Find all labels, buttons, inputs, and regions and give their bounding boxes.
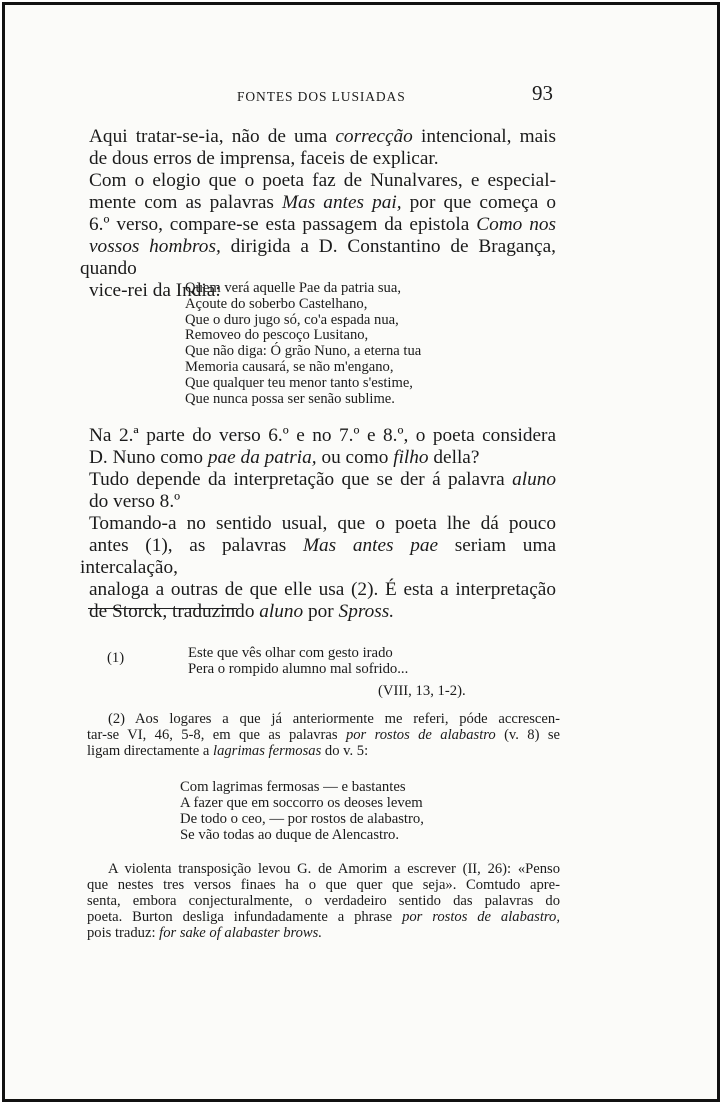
body-line: vice-rei da India: <box>89 280 221 301</box>
footnote-verse-line: Este que vês olhar com gesto irado <box>188 645 393 661</box>
body-line: vossos hombros, dirigida a D. Constantino de Bragança, quando <box>80 236 556 279</box>
footnote-1-reference: (VIII, 13, 1-2). <box>378 683 466 699</box>
footnote-1-marker: (1) <box>107 650 125 666</box>
poem-line: Removeo do pescoço Lusitano, <box>185 327 369 344</box>
footnote-separator <box>88 608 237 609</box>
body-line: Tudo depende da interpretação que se der á palavra aluno <box>89 469 556 490</box>
poem-line: Que nunca possa ser senão sublime. <box>185 390 395 407</box>
body-line: antes (1), as palavras Mas antes pae seriam uma intercalação, <box>80 535 556 578</box>
body-line: Com o elogio que o poeta faz de Nunalvares, e especial- <box>89 170 556 191</box>
running-title: FONTES DOS LUSIADAS <box>237 89 406 104</box>
footnote-line: A violenta transposição levou G. de Amorim a escrever (II, 26): «Penso <box>108 861 560 877</box>
footnote-line: pois traduz: for sake of alabaster brows. <box>87 925 322 941</box>
footnote-line: tar-se VI, 46, 5-8, em que as palavras por rostos de alabastro (v. 8) se <box>87 727 560 743</box>
poem-line: Que qualquer teu menor tanto s'estime, <box>185 374 413 391</box>
footnote-line: senta, embora conjecturalmente, o verdadeiro sentido das palavras do <box>87 893 560 909</box>
body-line: D. Nuno como pae da patria, ou como filho della? <box>89 447 480 468</box>
footnote-2-intro <box>87 711 560 759</box>
body-line: do verso 8.º <box>89 491 181 512</box>
footnote-1-verse <box>188 645 408 677</box>
footnote-2-verse <box>180 779 424 843</box>
body-line: analoga a outras de que elle usa (2). É esta a interpretação <box>89 579 556 600</box>
paragraph-5 <box>80 513 556 623</box>
page-number: 93 <box>532 81 553 105</box>
footnote-line: que nestes tres versos finaes ha o que quer que seja». Comtudo apre- <box>87 877 560 893</box>
body-line: de dous erros de imprensa, faceis de explicar. <box>89 148 439 169</box>
poem-line: Que não diga: Ó grão Nuno, a eterna tua <box>185 343 422 360</box>
poem-line: Açoute do soberbo Castelhano, <box>185 295 368 312</box>
quoted-poem <box>185 281 421 407</box>
footnote-verse-line: Pera o rompido alumno mal sofrido... <box>188 661 409 677</box>
poem-line: Que o duro jugo só, co'a espada nua, <box>185 311 399 328</box>
footnote-line: ligam directamente a lagrimas fermosas do v. 5: <box>87 743 369 759</box>
footnote-2-closing <box>87 861 560 941</box>
body-line: de Storck, traduzindo aluno por Spross. <box>89 601 395 622</box>
poem-line: Quem verá aquelle Pae da patria sua, <box>185 280 401 296</box>
footnote-verse-line: Se vão todas ao duque de Alencastro. <box>180 827 400 843</box>
body-line: 6.º verso, compare-se esta passagem da epistola Como nos <box>89 214 556 235</box>
footnote-verse-line: Com lagrimas fermosas — e bastantes <box>180 779 406 795</box>
poem-line: Memoria causará, se não m'engano, <box>185 358 394 375</box>
footnote-verse-line: A fazer que em soccorro os deoses levem <box>180 795 423 811</box>
paragraph-4 <box>80 469 556 513</box>
body-line: mente com as palavras Mas antes pai, por que começa o <box>89 192 556 213</box>
paragraph-1 <box>80 126 556 170</box>
body-line: Na 2.ª parte do verso 6.º e no 7.º e 8.º, o poeta considera <box>89 425 556 446</box>
body-line: Tomando-a no sentido usual, que o poeta lhe dá pouco <box>89 513 556 534</box>
footnote-verse-line: De todo o ceo, — por rostos de alabastro, <box>180 811 424 827</box>
footnote-line: poeta. Burton desliga infundadamente a phrase por rostos de alabastro, <box>87 909 560 925</box>
paragraph-3 <box>80 425 556 469</box>
footnote-line: (2) Aos logares a que já anteriormente me referi, póde accrescen- <box>108 711 560 727</box>
body-line: Aqui tratar-se-ia, não de uma correcção intencional, mais <box>89 126 556 147</box>
